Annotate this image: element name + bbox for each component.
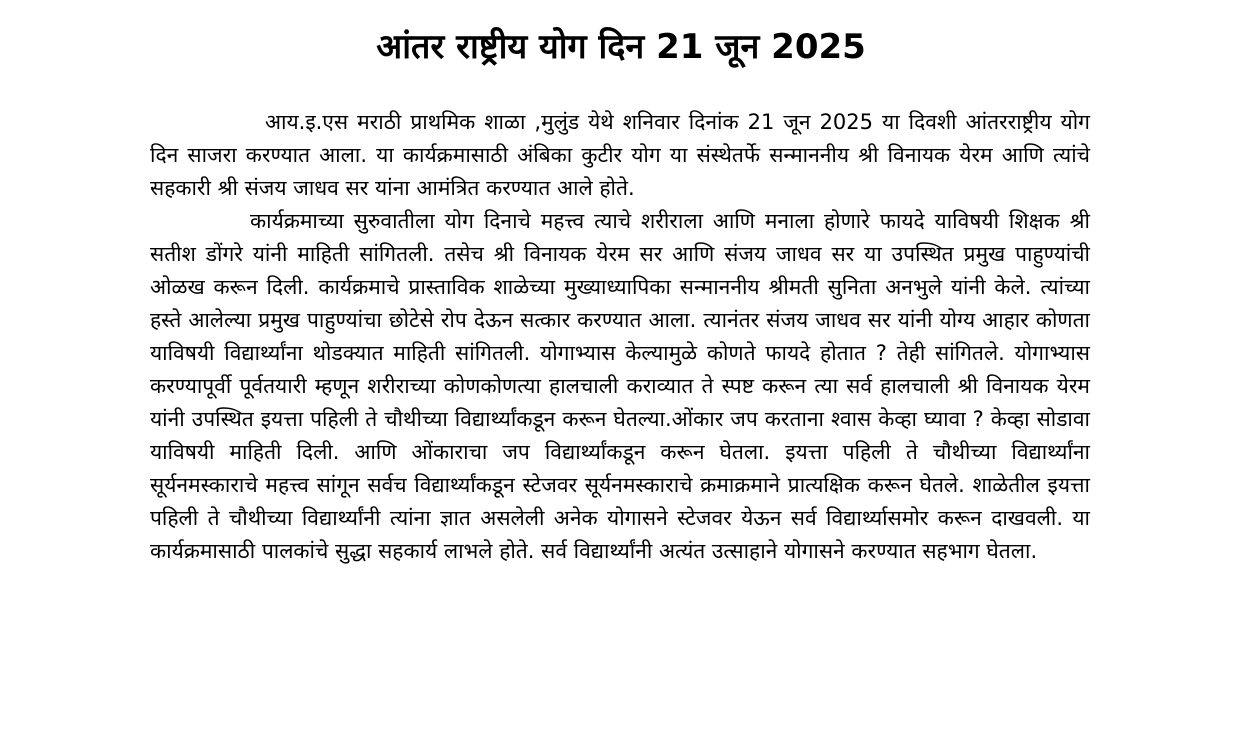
document-title: आंतर राष्ट्रीय योग दिन 21 जून 2025: [376, 27, 866, 67]
document-body: [150, 106, 1090, 568]
paragraph-program-details: कार्यक्रमाच्या सुरुवातीला योग दिनाचे महत्त्व त्याचे शरीराला आणि मनाला होणारे फायदे याविषयी शिक्षक श्री सतीश डोंगरे यांनी माहिती सांगितली. तसेच श्री विनायक येरम सर आणि संजय जाधव सर या उपस्थित प्रमुख पाहुण्यांची ओळख करून दिली. कार्यक्रमाचे प्रास्ताविक शाळेच्या मुख्याध्यापिका सन्माननीय श्रीमती सुनिता अनभुले यांनी केले. त्यांच्या हस्ते आलेल्या प्रमुख पाहुण्यांचा छोटेसे रोप देऊन सत्कार करण्यात आला. त्यानंतर संजय जाधव सर यांनी योग्य आहार कोणता याविषयी विद्यार्थ्यांना थोडक्यात माहिती सांगितली. योगाभ्यास केल्यामुळे कोणते फायदे होतात ? तेही सांगितले. योगाभ्यास करण्यापूर्वी पूर्वतयारी म्हणून शरीराच्या कोणकोणत्या हालचाली कराव्यात ते स्पष्ट करून त्या सर्व हालचाली श्री विनायक येरम यांनी उपस्थित इयत्ता पहिली ते चौथीच्या विद्यार्थ्यांकडून करून घेतल्या.ओंकार जप करताना श्वास केव्हा घ्यावा ? केव्हा सोडावा याविषयी माहिती दिली. आणि ओंकाराचा जप विद्यार्थ्यांकडून करून घेतला. इयत्ता पहिली ते चौथीच्या विद्यार्थ्यांना सूर्यनमस्काराचे महत्त्व सांगून सर्वच विद्यार्थ्यांकडून स्टेजवर सूर्यनमस्काराचे क्रमाक्रमाने प्रात्यक्षिक करून घेतले. शाळेतील इयत्ता पहिली ते चौथीच्या विद्यार्थ्यांनी त्यांना ज्ञात असलेली अनेक योगासने स्टेजवर येऊन सर्व विद्यार्थ्यासमोर करून दाखवली. या कार्यक्रमासाठी पालकांचे सुद्धा सहकार्य लाभले होते. सर्व विद्यार्थ्यांनी अत्यंत उत्साहाने योगासने करण्यात सहभाग घेतला.: [150, 209, 1090, 563]
paragraph-introduction: आय.इ.एस मराठी प्राथमिक शाळा ,मुलुंड येथे शनिवार दिनांक 21 जून 2025 या दिवशी आंतरराष्ट्रीय योग दिन साजरा करण्यात आला. या कार्यक्रमासाठी अंबिका कुटीर योग या संस्थेतर्फे सन्माननीय श्री विनायक येरम आणि त्यांचे सहकारी श्री संजय जाधव सर यांना आमंत्रित करण्यात आले होते.: [150, 110, 1090, 200]
